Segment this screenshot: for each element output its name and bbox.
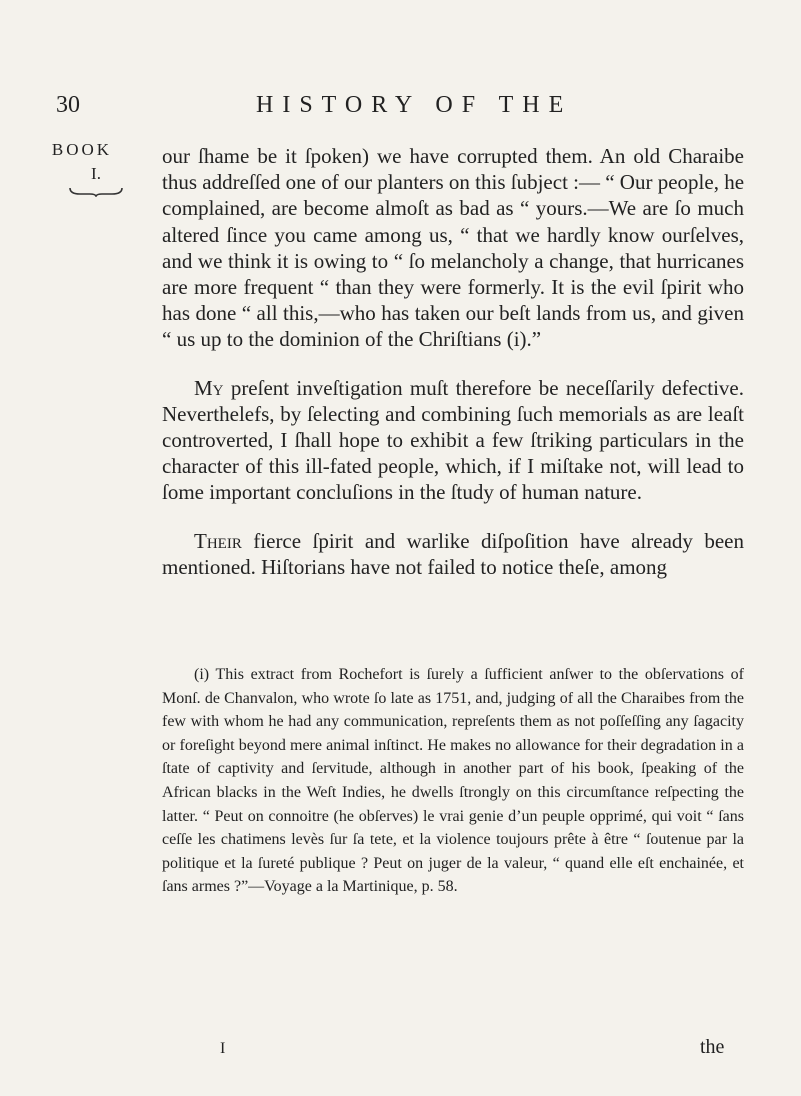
signature-mark: I bbox=[220, 1040, 226, 1057]
brace-ornament bbox=[60, 182, 132, 206]
body-text bbox=[162, 143, 744, 580]
paragraph-3 bbox=[162, 528, 744, 580]
paragraph-1: our ſhame be it ſpoken) we have corrupted them. An old Charaibe thus addreſſed one of our planters on this ſubject :— “ Our people, he complained, are become almoſt as bad as “ yours.—We are ſo much altered ſince you came among us, “ that we hardly know ourſelves, and we think it is owing to “ ſo melancholy a change, that hurricanes are more frequent “ than they were formerly. It is the evil ſpirit who has done “ all this,—who has taken our beſt lands from us, and given “ us up to the dominion of the Chriſtians (i).” bbox=[162, 144, 745, 352]
book-label: BOOK bbox=[51, 140, 113, 159]
footnote bbox=[162, 663, 744, 899]
brace-icon bbox=[68, 187, 124, 197]
paragraph-2 bbox=[162, 375, 744, 506]
running-title: HISTORY OF THE bbox=[256, 92, 573, 118]
page-number: 30 bbox=[56, 92, 80, 118]
paragraph-3-text: fierce ſpirit and warlike diſpoſition have already been mentioned. Hiſtorians have not failed to notice theſe, among bbox=[162, 528, 744, 579]
catchword: the bbox=[700, 1036, 725, 1058]
page-header bbox=[56, 92, 656, 128]
paragraph-2-text: preſent inveſtigation muſt therefore be neceſſarily defective. Neverthelefs, by ſelecting and combining ſuch memorials as are leaſt controverted, I ſhall hope to exhibit a few ſtriking particulars in the character of this ill-fated people, which, if I miſtake not, will lead to ſome important concluſions in the ſtudy of human nature. bbox=[162, 375, 744, 505]
margin-book-label bbox=[51, 138, 132, 206]
book-number: I. bbox=[91, 164, 101, 183]
paragraph-2-lead: My bbox=[194, 375, 224, 400]
footnote-text: (i) This extract from Rochefort is ſurely a ſufficient anſwer to the obſervations of Monſ. de Chanvalon, who wrote ſo late as 1751, and, judging of all the Charaibes from the few with whom he had any communication, repreſents them as not poſſeſſing any ſagacity or foreſight beyond mere animal inſtinct. He makes no allowance for their degradation in a ſtate of captivity and ſervitude, although in another part of his book, ſpeaking of the African blacks in the Weſt Indies, he dwells ſtrongly on this circumſtance reſpecting the latter. “ Peut on connoitre (he obſerves) le vrai genie d’un peuple opprimé, qui voit “ ſans ceſſe les chatimens levès ſur ſa tete, et la violence toujours prête à être “ ſoutenue par la politique et la ſureté publique ? Peut on juger de la valeur, “ quand elle eſt enchainée, et ſans armes ?”—Voyage a la Martinique, p. 58. bbox=[162, 666, 744, 896]
paragraph-3-lead: Their bbox=[194, 528, 242, 553]
